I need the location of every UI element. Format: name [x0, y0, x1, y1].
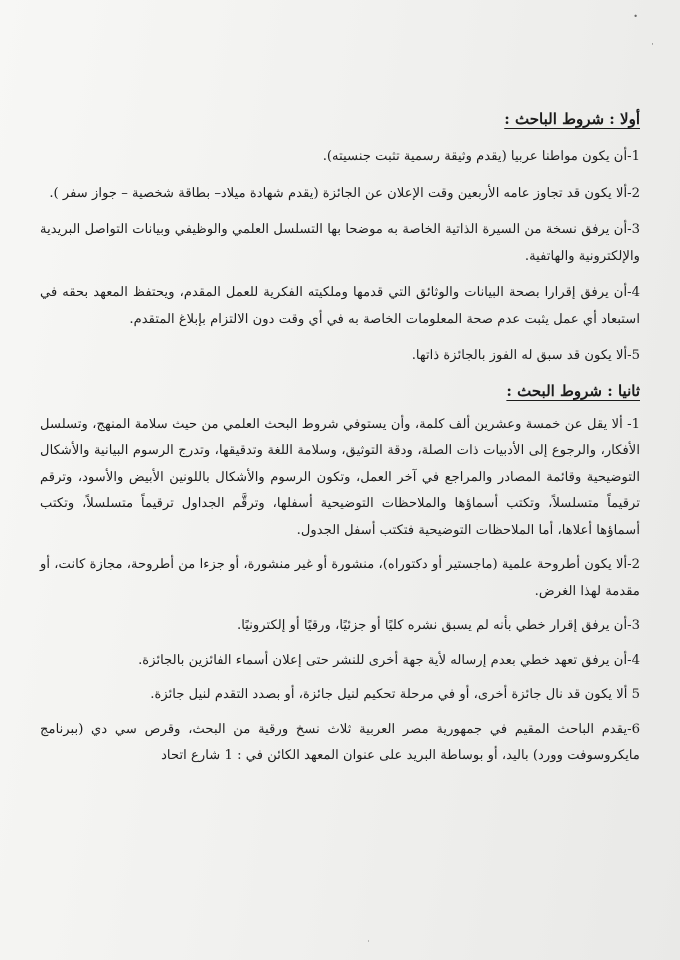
section-heading: أولا : شروط الباحث :: [504, 110, 640, 128]
scan-speck-right: ·: [651, 40, 654, 50]
condition-item: 4-أن يرفق إقرارا بصحة البيانات والوثائق التي قدمها وملكيته الفكرية للعمل المقدم، ويحتفظ المعهد بحقه في استبعاد أي عمل يثبت عدم صحة المعلومات الخاصة به في أي وقت دون الالتزام بإبلاغ المتقدم.: [40, 285, 640, 327]
condition-item: 6-يقدم الباحث المقيم في جمهورية مصر العربية ثلاث نسخ ورقية من البحث، وقرص سي دي (ببرنامج مايكروسوفت وورد) باليد، أو بوساطة البريد على عنوان المعهد الكائن في : 1 شارع اتحاد: [40, 721, 640, 763]
section-heading: ثانيا : شروط البحث :: [506, 381, 640, 400]
section-research-conditions: [40, 380, 640, 770]
condition-item: 2-ألا يكون قد تجاوز عامه الأربعين وقت الإعلان عن الجائزة (يقدم شهادة ميلاد– بطاقة شخصية – جواز سفر ).: [49, 185, 640, 201]
section-researcher-conditions: [40, 108, 640, 370]
scan-speck-bottom: ·: [367, 937, 370, 946]
condition-item: 3-أن يرفق نسخة من السيرة الذاتية الخاصة به موضحا بها التسلسل العلمي والوظيفي وبيانات التواصل البريدية والإلكترونية والهاتفية.: [40, 222, 640, 264]
condition-item: 2-ألا يكون أطروحة علمية (ماجستير أو دكتوراه)، منشورة أو غير منشورة، أو جزءا من أطروحة، مجازة كانت، أو مقدمة لهذا الغرض.: [40, 557, 640, 599]
condition-item: 1- ألا يقل عن خمسة وعشرين ألف كلمة، وأن يستوفي شروط البحث العلمي من حيث سلامة المنهج، وتسلسل الأفكار، والرجوع إلى الأدبيات ذات الصلة، ودقة التوثيق، وسلامة اللغة وتدقيقها، وتدرج الرسوم البيانية والأشكال التوضيحية وقائمة المصادر والمراجع في آخر العمل، وتكون الرسوم والأشكال باللونين الأبيض والأسود، وترقم ترقيماً متسلسلاً، وتكتب أسماؤها والملاحظات التوضيحية أسفلها، وترقَّم الجداول ترقيماً متسلسلاً، وتكتب أسماؤها أعلاها، أما الملاحظات التوضيحية فتكتب أسفل الجدول.: [40, 416, 640, 538]
document-body: [40, 108, 640, 778]
condition-item: 3-أن يرفق إقرار خطي بأنه لم يسبق نشره كليًا أو جزئيًا، ورقيًا أو إلكترونيًا.: [237, 618, 640, 633]
condition-item: 4-أن يرفق تعهد خطي بعدم إرساله لأية جهة أخرى للنشر حتى إعلان أسماء الفائزين بالجائزة.: [138, 652, 640, 668]
condition-item: 5-ألا يكون قد سبق له الفوز بالجائزة ذاتها.: [411, 348, 640, 363]
condition-item: 1-أن يكون مواطنا عربيا (يقدم وثيقة رسمية تثبت جنسيته).: [322, 149, 640, 164]
scan-speck-top: •: [633, 12, 638, 21]
condition-item: 5 ألا يكون قد نال جائزة أخرى، أو في مرحلة تحكيم لنيل جائزة، أو بصدد التقدم لنيل جائزة.: [150, 687, 640, 702]
